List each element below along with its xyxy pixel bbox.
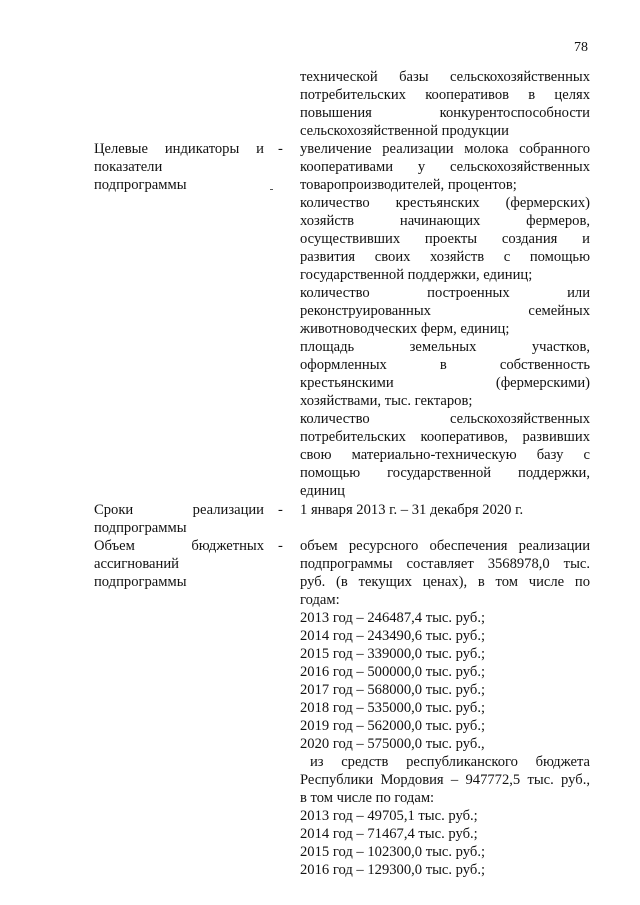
indicators-value-line: оформленных в собственность bbox=[300, 357, 590, 373]
indicators-dash: - bbox=[278, 141, 283, 157]
indicators-label-line: подпрограммы bbox=[94, 177, 187, 193]
continued-text-line: технической базы сельскохозяйственных bbox=[300, 69, 590, 85]
continued-text-line: потребительских кооперативов в целях bbox=[300, 87, 590, 103]
budget-year-line: 2013 год – 246487,4 тыс. руб.; bbox=[300, 610, 486, 626]
budget-year-line: 2017 год – 568000,0 тыс. руб.; bbox=[300, 682, 486, 698]
budget-value-line: в том числе по годам: bbox=[300, 790, 435, 806]
indicators-value-line: количество построенных или bbox=[300, 285, 590, 301]
budget-value-line: годам: bbox=[300, 592, 340, 608]
stray-mark bbox=[270, 189, 273, 190]
budget-year-line: 2014 год – 243490,6 тыс. руб.; bbox=[300, 628, 486, 644]
indicators-value-line: хозяйствами, тыс. гектаров; bbox=[300, 393, 473, 409]
budget-value-line: объем ресурсного обеспечения реализации bbox=[300, 538, 590, 554]
budget-label-line: ассигнований bbox=[94, 556, 179, 572]
indicators-value-line: животноводческих ферм, единиц; bbox=[300, 321, 510, 337]
indicators-value-line: товаропроизводителей, процентов; bbox=[300, 177, 517, 193]
indicators-value-line: осуществивших проекты создания и bbox=[300, 231, 590, 247]
indicators-value-line: помощью государственной поддержки, bbox=[300, 465, 590, 481]
budget-year-line: 2015 год – 339000,0 тыс. руб.; bbox=[300, 646, 486, 662]
budget-year-line: 2015 год – 102300,0 тыс. руб.; bbox=[300, 844, 486, 860]
indicators-value-line: количество крестьянских (фермерских) bbox=[300, 195, 590, 211]
indicators-label-line: показатели bbox=[94, 159, 163, 175]
continued-text-line: повышения конкурентоспособности bbox=[300, 105, 590, 121]
budget-dash: - bbox=[278, 538, 283, 554]
indicators-value-line: государственной поддержки, единиц; bbox=[300, 267, 533, 283]
indicators-value-line: кооперативами у сельскохозяйственных bbox=[300, 159, 590, 175]
indicators-value-line: единиц bbox=[300, 483, 345, 499]
indicators-value-line: потребительских кооперативов, развивших bbox=[300, 429, 590, 445]
budget-year-line: 2016 год – 129300,0 тыс. руб.; bbox=[300, 862, 486, 878]
budget-year-line: 2013 год – 49705,1 тыс. руб.; bbox=[300, 808, 478, 824]
page-number: 78 bbox=[574, 40, 588, 55]
indicators-value-line: развития своих хозяйств с помощью bbox=[300, 249, 590, 265]
indicators-value-line: реконструированных семейных bbox=[300, 303, 590, 319]
terms-label-line: Сроки реализации bbox=[94, 502, 264, 518]
indicators-value-line: количество сельскохозяйственных bbox=[300, 411, 590, 427]
budget-year-line: 2018 год – 535000,0 тыс. руб.; bbox=[300, 700, 486, 716]
budget-value-line: руб. (в текущих ценах), в том числе по bbox=[300, 574, 590, 590]
budget-label-line: подпрограммы bbox=[94, 574, 187, 590]
indicators-label-line: Целевые индикаторы и bbox=[94, 141, 264, 157]
indicators-value-line: увеличение реализации молока собранного bbox=[300, 141, 590, 157]
indicators-value-line: крестьянскими (фермерскими) bbox=[300, 375, 590, 391]
indicators-value-line: хозяйств начинающих фермеров, bbox=[300, 213, 590, 229]
budget-year-line: 2020 год – 575000,0 тыс. руб., bbox=[300, 736, 485, 752]
terms-dash: - bbox=[278, 502, 283, 518]
budget-year-line: 2019 год – 562000,0 тыс. руб.; bbox=[300, 718, 486, 734]
budget-value-line: из средств республиканского бюджета bbox=[310, 754, 590, 770]
budget-label-line: Объем бюджетных bbox=[94, 538, 264, 554]
budget-value-line: подпрограммы составляет 3568978,0 тыс. bbox=[300, 556, 590, 572]
indicators-value-line: площадь земельных участков, bbox=[300, 339, 590, 355]
budget-value-line: Республики Мордовия – 947772,5 тыс. руб., bbox=[300, 772, 590, 788]
budget-year-line: 2014 год – 71467,4 тыс. руб.; bbox=[300, 826, 478, 842]
budget-year-line: 2016 год – 500000,0 тыс. руб.; bbox=[300, 664, 486, 680]
indicators-value-line: свою материально-техническую базу с bbox=[300, 447, 590, 463]
terms-value-line: 1 января 2013 г. – 31 декабря 2020 г. bbox=[300, 502, 524, 518]
terms-label-line: подпрограммы bbox=[94, 520, 187, 536]
continued-text-line: сельскохозяйственной продукции bbox=[300, 123, 509, 139]
